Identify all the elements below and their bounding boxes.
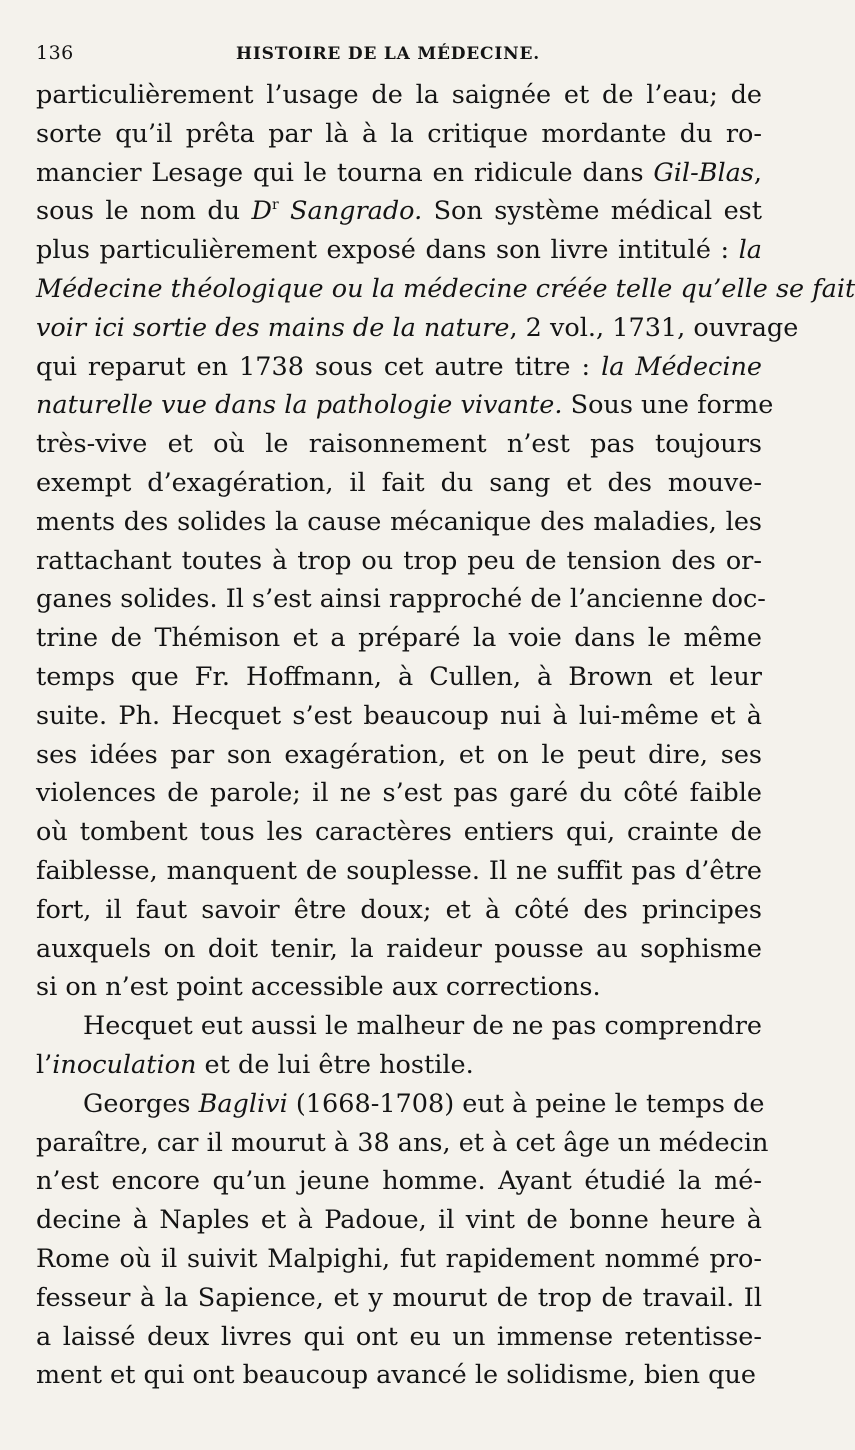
text-line: [36, 386, 774, 425]
text-segment: auxquels on doit tenir, la raideur pousse au sophisme: [36, 933, 762, 964]
text-segment: sous le nom du: [36, 196, 252, 227]
text-segment: plus particulièrement exposé dans son livre intitulé :: [36, 235, 739, 266]
italic-text: Baglivi: [198, 1088, 288, 1119]
text-line: [36, 1162, 762, 1201]
text-segment: (1668-1708) eut à peine le temps de: [287, 1088, 765, 1119]
text-line: [36, 658, 762, 697]
text-segment: Rome où il suivit Malpighi, fut rapidement nommé pro-: [36, 1243, 762, 1274]
paragraph: [36, 1085, 769, 1395]
text-segment: temps que Fr. Hoffmann, à Cullen, à Brown et leur: [36, 661, 762, 692]
italic-text: inoculation: [52, 1049, 197, 1080]
text-segment: ment et qui ont beaucoup avancé le solidisme, bien que: [36, 1360, 756, 1391]
text-line: [36, 115, 762, 154]
text-line: [36, 542, 762, 581]
text-segment: a laissé deux livres qui ont eu un immense retentisse-: [36, 1321, 762, 1352]
text-line: [36, 231, 762, 270]
text-segment: particulièrement l’usage de la saignée et de l’eau; de: [36, 80, 762, 110]
text-line: [36, 270, 855, 309]
text-line: [36, 619, 762, 658]
text-segment: fort, il faut savoir être doux; et à côté des principes: [36, 894, 762, 925]
text-segment: très-vive et où le raisonnement n’est pas toujours: [36, 429, 762, 460]
text-line: [36, 1318, 762, 1357]
italic-text: Gil-Blas: [653, 157, 754, 188]
text-line: [36, 774, 762, 813]
text-line: [36, 852, 762, 891]
text-segment: l’: [36, 1049, 53, 1080]
text-line: [36, 76, 762, 115]
text-line: [36, 154, 762, 193]
italic-text: voir ici sortie des mains de la nature: [36, 312, 510, 343]
text-segment: n’est encore qu’un jeune homme. Ayant étudié la mé-: [36, 1166, 762, 1197]
italic-text: D: [251, 196, 272, 227]
text-line: [36, 464, 762, 503]
page-number: 136: [36, 42, 74, 64]
paragraph: [36, 1007, 762, 1085]
italic-text: la: [738, 235, 762, 266]
body-text: [36, 76, 855, 1395]
text-segment: ses idées par son exagération, et on le peut dire, ses: [36, 739, 762, 770]
text-segment: suite. Ph. Hecquet s’est beaucoup nui à lui-même et à: [36, 700, 762, 731]
text-line: [36, 1201, 762, 1240]
text-line: [36, 192, 762, 231]
text-segment: trine de Thémison et a préparé la voie dans le même: [36, 623, 762, 654]
italic-text: la Médecine: [601, 351, 762, 382]
text-line: [36, 1046, 762, 1085]
text-line: [36, 891, 762, 930]
text-segment: où tombent tous les caractères entiers qui, crainte de: [36, 817, 762, 848]
text-segment: qui reparut en 1738 sous cet autre titre :: [36, 351, 602, 382]
text-segment: violences de parole; il ne s’est pas garé du côté faible: [36, 778, 762, 809]
text-line: [36, 425, 762, 464]
text-segment: Georges: [83, 1088, 199, 1119]
text-segment: , 2 vol., 1731, ouvrage: [509, 312, 799, 343]
text-segment: faiblesse, manquent de souplesse. Il ne suffit pas d’être: [36, 855, 762, 886]
text-line: [36, 697, 762, 736]
text-line: [36, 1356, 762, 1395]
text-line: [36, 1124, 769, 1163]
text-segment: et de lui être hostile.: [196, 1049, 474, 1080]
text-line: [36, 580, 766, 619]
text-line: [36, 309, 799, 348]
running-head: [36, 42, 762, 76]
text-line: [36, 930, 762, 969]
text-segment: Hecquet eut aussi le malheur de ne pas comprendre: [83, 1011, 762, 1042]
text-line: [36, 1279, 762, 1318]
text-segment: si on n’est point accessible aux corrections.: [36, 972, 601, 1003]
text-line: [36, 348, 762, 387]
text-segment: Son système médical est: [422, 196, 763, 227]
text-segment: ments des solides la cause mécanique des maladies, les: [36, 506, 762, 537]
text-segment: decine à Naples et à Padoue, il vint de bonne heure à: [36, 1205, 762, 1236]
italic-text: Médecine théologique ou la médecine créée telle qu’elle se fait: [36, 273, 855, 304]
paragraph: [36, 76, 855, 1007]
text-segment: ganes solides. Il s’est ainsi rapproché de l’ancienne doc-: [36, 584, 766, 615]
text-segment: exempt d’exagération, il fait du sang et des mouve-: [36, 467, 762, 498]
italic-text: Sangrado.: [278, 196, 423, 227]
text-segment: fesseur à la Sapience, et y mourut de trop de travail. Il: [36, 1282, 762, 1313]
text-line: [36, 1240, 762, 1279]
text-line: [36, 1007, 762, 1046]
text-segment: sorte qu’il prêta par là à la critique mordante du ro-: [36, 118, 762, 149]
text-segment: ,: [753, 157, 762, 188]
text-line: [36, 1085, 765, 1124]
text-segment: Sous une forme: [562, 390, 774, 421]
italic-text: naturelle vue dans la pathologie vivante.: [36, 390, 563, 421]
text-segment: mancier Lesage qui le tourna en ridicule dans: [36, 157, 654, 188]
text-line: [36, 968, 762, 1007]
superscript-text: r: [271, 197, 279, 214]
text-line: [36, 736, 762, 775]
running-title: HISTOIRE DE LA MÉDECINE.: [236, 44, 540, 64]
text-line: [36, 813, 762, 852]
text-line: [36, 503, 762, 542]
text-segment: rattachant toutes à trop ou trop peu de tension des or-: [36, 545, 762, 576]
text-segment: paraître, car il mourut à 38 ans, et à cet âge un médecin: [36, 1127, 769, 1158]
